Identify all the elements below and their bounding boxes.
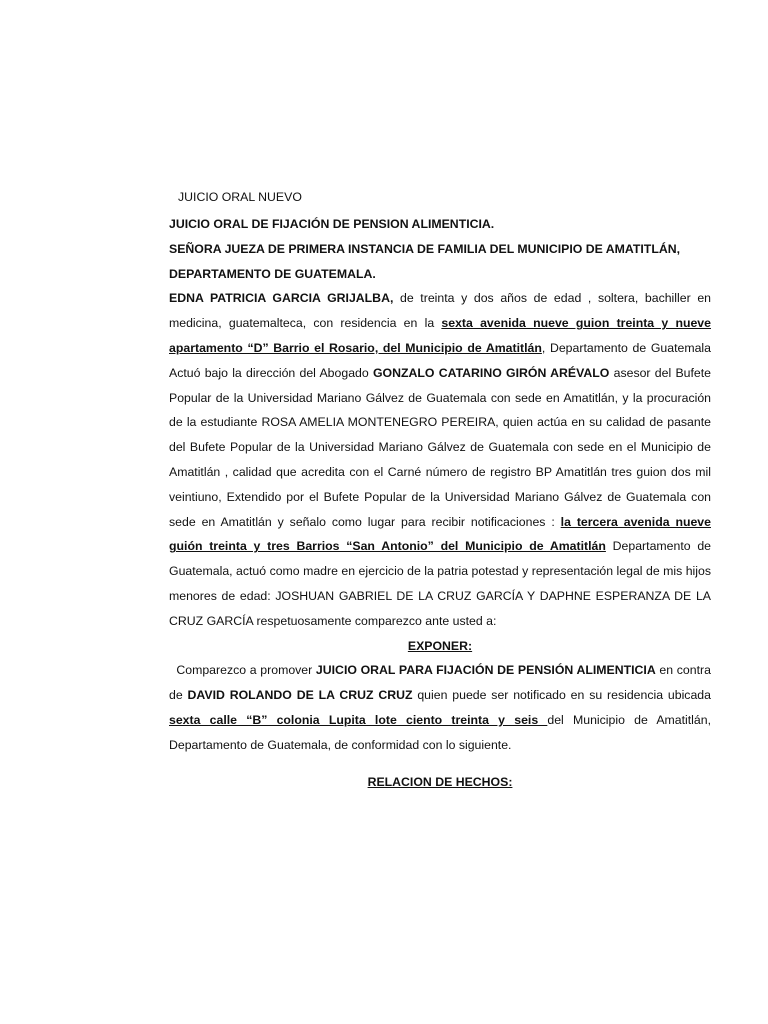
paragraph-text: asesor del Bufete Popular de la Universidad Mariano Gálvez de Guatemala con sede en Amatitlán, y la procuración de la estudiante ROSA AMELIA MONTENEGRO PEREIRA, quien actúa en su calidad de pasante del Bufete Popular de la Universidad Mariano Gálvez de Guatemala con sede en el Municipio de Amatitlán , calidad que acredita con el Carné número de registro BP Amatitlán tres guion dos mil veintiuno, Extendido por el Bufete Popular de la Universidad Mariano Gálvez de Guatemala con sede en Amatitlán y señalo como lugar para recibir notificaciones : (169, 365, 711, 529)
lawyer-name: GONZALO CATARINO GIRÓN ARÉVALO (372, 365, 610, 380)
paragraph-text: quien puede ser notificado en su residencia ubicada (412, 688, 711, 703)
defendant-address: sexta calle “B” colonia Lupita lote ciento treinta y seis (169, 712, 548, 727)
addressee-line-2: DEPARTAMENTO DE GUATEMALA. (169, 266, 376, 281)
paragraph-text: , Departamento de Guatemala Actuó bajo la dirección del Abogado (169, 340, 712, 380)
plaintiff-address: sexta avenida nueve guion treinta y nueve apartamento “D” Barrio el Rosario, del Municipio de Amatitlán (169, 316, 711, 355)
relacion-heading: RELACION DE HECHOS: (367, 774, 513, 789)
paragraph-text: del Municipio de Amatitlán, Departamento de Guatemala, de conformidad con lo siguiente. (169, 712, 712, 752)
paragraph-text: en contra de (169, 663, 711, 703)
notification-address: la tercera avenida nueve guión treinta y tres Barrios “San Antonio” del Municipio de Amatitlán (169, 514, 711, 554)
defendant-name: DAVID ROLANDO DE LA CRUZ CRUZ (187, 688, 413, 703)
paragraph-text: de treinta y dos años de edad , soltera, bachiller en medicina, guatemalteca, con residencia en la (169, 291, 711, 331)
document-page (169, 185, 711, 807)
document-title: JUICIO ORAL DE FIJACIÓN DE PENSION ALIMENTICIA. (169, 217, 495, 231)
claim-paragraph (169, 658, 711, 757)
claim-title: JUICIO ORAL PARA FIJACIÓN DE PENSIÓN ALIMENTICIA (315, 663, 656, 678)
addressee-line-1: SEÑORA JUEZA DE PRIMERA INSTANCIA DE FAMILIA DEL MUNICIPIO DE AMATITLÁN, (169, 241, 681, 256)
paragraph-text: Comparezco a promover (169, 663, 316, 678)
appearance-paragraph (169, 286, 711, 633)
exponer-heading: EXPONER: (407, 638, 473, 653)
paragraph-text: Departamento de Guatemala, actuó como madre en ejercicio de la patria potestad y representación legal de mis hijos menores de edad: JOSHUAN GABRIEL DE LA CRUZ GARCÍA Y DAPHNE ESPERANZA DE LA CRUZ GARCÍA respetuosamente comparezco ante usted a: (169, 539, 712, 628)
top-label: JUICIO ORAL NUEVO (178, 190, 302, 204)
plaintiff-name: EDNA PATRICIA GARCIA GRIJALBA, (169, 291, 394, 306)
